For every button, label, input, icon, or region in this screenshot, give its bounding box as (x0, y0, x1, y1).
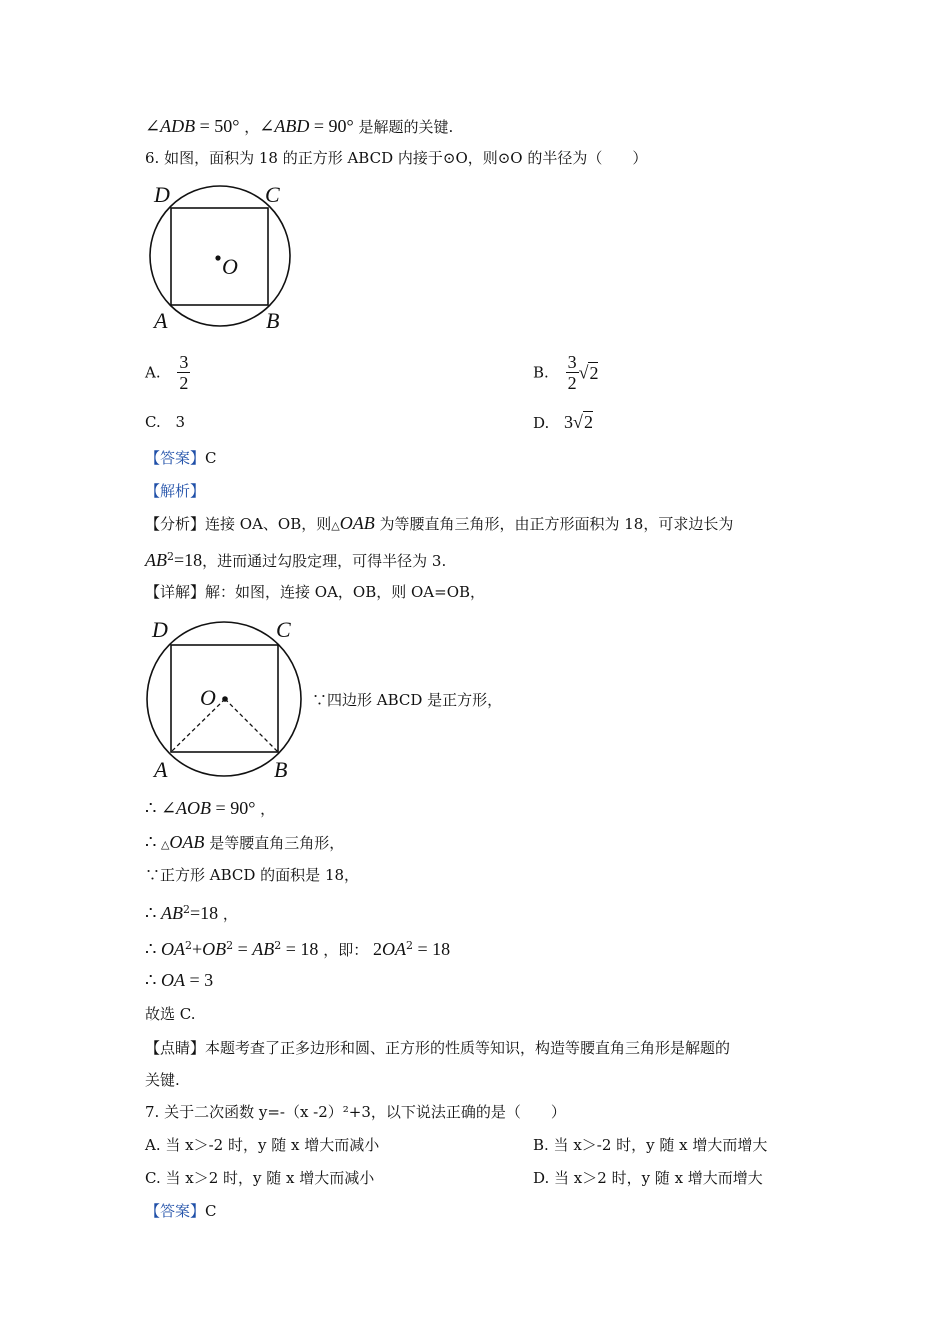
option-c-value: 3 (175, 413, 186, 431)
exponent: 2 (184, 939, 192, 952)
exponent: 2 (182, 903, 190, 916)
option-c-label: C. (145, 413, 161, 431)
coefficient: 3 (564, 412, 574, 432)
segment-oa: OA (160, 970, 185, 990)
fraction-denominator: 2 (179, 373, 189, 393)
answer-value: C (205, 1202, 217, 1220)
step-symbol: ∴ (145, 903, 161, 923)
angle-symbol: ∠ (145, 116, 161, 136)
separator: ， (239, 118, 260, 136)
exponent: 2 (405, 939, 413, 952)
xiangjie-text: 解：如图，连接 OA，OB，则 OA=OB， (205, 583, 486, 601)
label-b: B (266, 308, 280, 333)
q6-analysis-tag: 【解析】 (145, 482, 206, 500)
fenxi-text-a: 连接 OA、OB，则 (205, 515, 332, 533)
equals: = (233, 939, 253, 959)
q6-dianjing-line2: 关键. (145, 1071, 180, 1089)
option-b (533, 352, 598, 393)
segment-ab: AB (160, 903, 183, 923)
dianjing-text: 本题考查了正多边形和圆、正方形的性质等知识，构造等腰直角三角形是解题的 (205, 1039, 731, 1057)
q7-option-c: C. 当 x＞2 时，y 随 x 增大而减小 (145, 1169, 375, 1187)
angle-aob: AOB (176, 798, 212, 818)
angle-symbol-2: ∠ (259, 116, 275, 136)
punct: ， (255, 800, 276, 818)
step-6 (145, 968, 213, 993)
exponent: 2 (274, 939, 282, 952)
option-b-label: B. (533, 363, 549, 382)
q6-dianjing (145, 1036, 730, 1060)
equation-value: =18 (189, 903, 219, 923)
answer-tag: 【答案】 (145, 449, 206, 467)
fenxi-tag: 【分析】 (145, 515, 206, 533)
angle-abd-value: = 90° (309, 116, 354, 136)
fraction-numerator: 3 (567, 352, 577, 372)
equals-value: = 18 (412, 939, 451, 959)
answer-value: C (205, 449, 217, 467)
conclusion-text: 是解题的关键. (353, 118, 454, 136)
step-symbol: ∴ ∠ (145, 798, 177, 818)
step-3: ∵正方形 ABCD 的面积是 18， (145, 866, 360, 884)
triangle-symbol: △ (160, 838, 170, 851)
step-4 (145, 898, 238, 926)
connector-text: ，即： (318, 941, 373, 959)
center-point (215, 255, 220, 260)
angle-abd: ABD (274, 116, 310, 136)
option-a-label: A. (145, 363, 161, 382)
punct: ， (218, 905, 238, 923)
q7-answer (145, 1199, 217, 1223)
angle-adb: ADB (160, 116, 196, 136)
step-symbol: ∴ (145, 970, 161, 990)
center-point (222, 696, 228, 702)
label-c: C (265, 182, 280, 207)
q6-xiangjie (145, 580, 485, 604)
exponent: 2 (167, 550, 174, 563)
fenxi-text-b: 为等腰直角三角形，由正方形面积为 18，可求边长为 (374, 515, 734, 533)
dianjing-tag: 【点睛】 (145, 1039, 206, 1057)
option-a-fraction (177, 352, 190, 393)
label-c: C (276, 617, 291, 642)
label-a: A (154, 308, 168, 333)
q6-fenxi (145, 511, 733, 538)
option-b-fraction (566, 352, 579, 393)
segment-ab: AB (145, 550, 167, 570)
step-5 (145, 934, 450, 962)
figure-2-inscribed-square-with-radii (140, 615, 310, 785)
option-a (145, 352, 190, 393)
label-a: A (154, 757, 168, 782)
q7-option-a: A. 当 x＞-2 时，y 随 x 增大而减小 (145, 1136, 380, 1154)
figure-2-caption: ∵四边形 ABCD 是正方形， (312, 691, 503, 709)
equals-value: = 18 (281, 939, 319, 959)
figure-1-inscribed-square (140, 180, 310, 340)
q7-option-d: D. 当 x＞2 时，y 随 x 增大而增大 (533, 1169, 763, 1187)
equation-value: =18 (174, 550, 203, 570)
label-o: O (200, 685, 216, 710)
option-b-sqrt: √2 (578, 362, 599, 383)
fraction-denominator: 2 (567, 373, 577, 393)
question-6-stem: 6. 如图，面积为 18 的正方形 ABCD 内接于⊙O，则⊙O 的半径为（ ） (145, 149, 648, 167)
label-d: D (152, 617, 168, 642)
question-7-stem: 7. 关于二次函数 y=-（x -2）²+3，以下说法正确的是（ ） (145, 1103, 566, 1121)
angle-value: = 90° (211, 798, 256, 818)
answer-tag: 【答案】 (145, 1202, 206, 1220)
step-text: 是等腰直角三角形， (204, 834, 345, 852)
segment-ab: AB (252, 939, 275, 959)
exponent: 2 (226, 939, 234, 952)
q6-fenxi-line2 (145, 545, 446, 573)
triangle-symbol: △ (331, 519, 340, 532)
option-d (533, 410, 593, 435)
label-b: B (274, 757, 288, 782)
segment-oa: OA (381, 939, 406, 959)
step-2 (145, 830, 344, 857)
option-c (145, 410, 185, 434)
segment-ob: OB (202, 939, 227, 959)
option-d-label: D. (533, 414, 550, 432)
q7-option-b: B. 当 x＞-2 时，y 随 x 增大而增大 (533, 1136, 768, 1154)
coefficient: 2 (372, 939, 382, 959)
line-conclusion (145, 114, 453, 139)
triangle-oab: OAB (339, 513, 375, 533)
radius-oa (171, 699, 225, 752)
fraction-numerator: 3 (179, 352, 189, 372)
label-o: O (222, 254, 238, 279)
step-7: 故选 C. (145, 1005, 196, 1023)
triangle-oab: OAB (169, 832, 205, 852)
angle-adb-value: = 50° (195, 116, 240, 136)
radius-ob (225, 699, 278, 752)
radicand: 2 (583, 412, 593, 432)
step-symbol: ∴ (145, 939, 161, 959)
radicand: 2 (589, 362, 599, 383)
fenxi-tail: ，进而通过勾股定理，可得半径为 3. (202, 552, 447, 570)
xiangjie-tag: 【详解】 (145, 583, 206, 601)
segment-oa: OA (160, 939, 185, 959)
step-1 (145, 796, 275, 821)
plus: + (191, 939, 203, 959)
step-symbol: ∴ (145, 832, 161, 852)
q6-answer (145, 446, 217, 470)
equals-value: = 3 (184, 970, 214, 990)
option-d-value: 3√2 (564, 412, 593, 432)
label-d: D (154, 182, 170, 207)
